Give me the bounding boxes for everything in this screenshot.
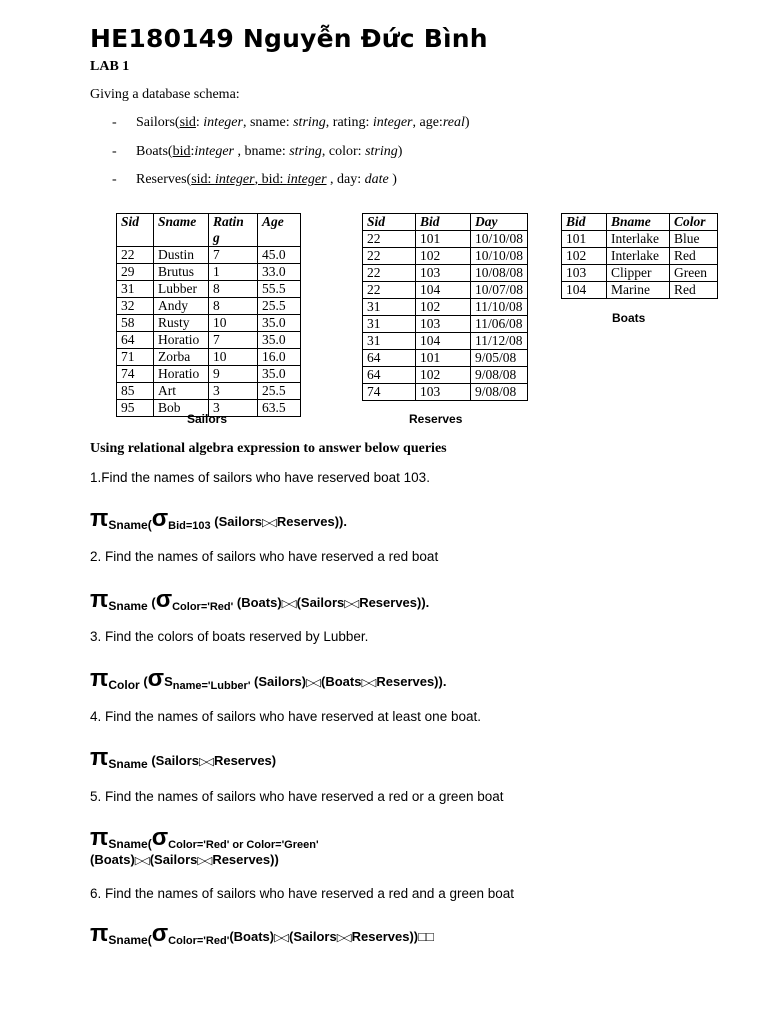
query-2-expression: πSname ($\sigma_{Color='Red'}$ (Boats)▷◁ (Sailors▷◁ Reserves)).	[90, 586, 430, 613]
column-header: Bid	[415, 214, 470, 231]
page-title: HE180149 Nguyễn Đức Bình	[90, 24, 488, 53]
table-cell: 10/07/08	[470, 282, 527, 299]
query-3-question: 3. Find the colors of boats reserved by Lubber.	[90, 629, 369, 644]
bullet-dash: -	[112, 172, 117, 187]
table-cell: 85	[117, 383, 154, 400]
table-cell: 16.0	[258, 349, 301, 366]
sigma-symbol: σ	[151, 824, 169, 851]
sigma-symbol: σ	[147, 665, 165, 692]
column-header: Sid	[363, 214, 416, 231]
table-row	[363, 367, 528, 384]
query-1-question: 1.Find the names of sailors who have reserved boat 103.	[90, 470, 430, 485]
table-row	[117, 349, 301, 366]
table-cell: 22	[363, 248, 416, 265]
sigma-symbol: σ	[151, 920, 169, 947]
table-cell: 22	[117, 247, 154, 264]
section-heading: Using relational algebra expression to answer below queries	[90, 441, 447, 456]
table-header-row	[562, 214, 718, 231]
table-cell: Brutus	[154, 264, 209, 281]
table-row	[562, 231, 718, 248]
table-cell: 102	[415, 248, 470, 265]
join-symbol: ▷◁	[134, 855, 148, 867]
table-cell: 3	[209, 383, 258, 400]
table-cell: 33.0	[258, 264, 301, 281]
table-row	[363, 350, 528, 367]
table-cell: Rusty	[154, 315, 209, 332]
column-header: Bname	[607, 214, 670, 231]
table-row	[117, 332, 301, 349]
table-cell: 31	[117, 281, 154, 298]
schema-boats: - Boats(bid:integer , bname: string, color: string)	[112, 144, 403, 159]
table-row	[363, 333, 528, 350]
table-cell: 71	[117, 349, 154, 366]
table-row	[117, 298, 301, 315]
table-cell: 102	[562, 248, 607, 265]
table-cell: 10/10/08	[470, 248, 527, 265]
table-cell: Blue	[670, 231, 718, 248]
table-cell: 45.0	[258, 247, 301, 264]
query-5-expression: $\pi Sname(\sigma_{Color='Red' or Color='Green'}$	[90, 824, 319, 851]
query-6-expression: $\pi Sname(\sigma_{Color='Red'}(Boats)▷◁$ (Sailors▷◁ Reserves))□□	[90, 920, 434, 947]
table-cell: 7	[209, 247, 258, 264]
reserves-table	[362, 213, 528, 401]
table-cell: 31	[363, 316, 416, 333]
intro-text: Giving a database schema:	[90, 87, 240, 102]
boats-table	[561, 213, 718, 299]
join-symbol: ▷◁	[344, 598, 358, 610]
table-row	[117, 281, 301, 298]
table-cell: 9	[209, 366, 258, 383]
table-cell: Interlake	[607, 231, 670, 248]
table-cell: 9/08/08	[470, 384, 527, 401]
pi-symbol: π	[90, 665, 109, 692]
table-cell: 8	[209, 281, 258, 298]
join-symbol: ▷◁	[199, 756, 212, 768]
table-cell: Red	[670, 282, 718, 299]
table-row	[117, 247, 301, 264]
table-header-row	[117, 214, 301, 247]
table-cell: 31	[363, 299, 416, 316]
table-row	[562, 282, 718, 299]
query-5-question: 5. Find the names of sailors who have reserved a red or a green boat	[90, 789, 504, 804]
table-cell: 35.0	[258, 315, 301, 332]
table-row	[363, 282, 528, 299]
table-cell: Clipper	[607, 265, 670, 282]
table-cell: 10/10/08	[470, 231, 527, 248]
table-cell: 95	[117, 400, 154, 417]
table-cell: 8	[209, 298, 258, 315]
table-cell: 10/08/08	[470, 265, 527, 282]
table-cell: Lubber	[154, 281, 209, 298]
table-header-row	[363, 214, 528, 231]
table-cell: 22	[363, 231, 416, 248]
boats-caption: Boats	[612, 311, 646, 325]
table-cell: 55.5	[258, 281, 301, 298]
table-cell: Zorba	[154, 349, 209, 366]
table-cell: 1	[209, 264, 258, 281]
table-cell: 25.5	[258, 298, 301, 315]
table-cell: 22	[363, 282, 416, 299]
table-cell: 22	[363, 265, 416, 282]
pi-symbol: π	[90, 824, 109, 851]
sailors-table	[116, 213, 301, 417]
table-cell: 10	[209, 349, 258, 366]
table-cell: Red	[670, 248, 718, 265]
schema-reserves: - Reserves(sid: integer, bid: integer , day: date )	[112, 172, 397, 187]
query-1-expression: $\pi Sname(\sigma_{Bid=103}$ (Sailors▷◁ Reserves)).	[90, 505, 347, 532]
table-cell: 7	[209, 332, 258, 349]
table-cell: 10	[209, 315, 258, 332]
table-cell: 11/06/08	[470, 316, 527, 333]
table-row	[117, 383, 301, 400]
table-cell: 74	[363, 384, 416, 401]
query-4-expression: πSname (Sailors▷◁ Reserves)	[90, 744, 277, 771]
column-header: Day	[470, 214, 527, 231]
column-header: Color	[670, 214, 718, 231]
table-row	[363, 384, 528, 401]
query-6-question: 6. Find the names of sailors who have reserved a red and a green boat	[90, 886, 515, 901]
reserves-caption: Reserves	[409, 412, 463, 426]
table-row	[562, 248, 718, 265]
table-cell: 58	[117, 315, 154, 332]
table-cell: 104	[562, 282, 607, 299]
join-symbol: ▷◁	[197, 855, 211, 867]
pi-symbol: π	[90, 586, 109, 613]
table-cell: 103	[562, 265, 607, 282]
query-3-expression: πColor ($\sigma S_{name='Lubber'}$ (Sailors)▷◁ (Boats▷◁ Reserves)).	[90, 665, 447, 692]
table-cell: 35.0	[258, 366, 301, 383]
schema-sailors: - Sailors(sid: integer, sname: string, rating: integer, age:real)	[112, 115, 470, 130]
pi-symbol: π	[90, 744, 109, 771]
join-symbol: ▷◁	[306, 677, 319, 689]
table-cell: Dustin	[154, 247, 209, 264]
table-row	[363, 316, 528, 333]
join-symbol: ▷◁	[261, 517, 275, 529]
table-cell: 102	[415, 367, 470, 384]
join-symbol: ▷◁	[274, 932, 288, 944]
table-cell: Horatio	[154, 366, 209, 383]
table-row	[562, 265, 718, 282]
pi-symbol: π	[90, 920, 109, 947]
table-cell: 9/05/08	[470, 350, 527, 367]
bullet-dash: -	[112, 144, 117, 159]
table-cell: 9/08/08	[470, 367, 527, 384]
join-symbol: ▷◁	[281, 598, 295, 610]
table-cell: 29	[117, 264, 154, 281]
table-cell: 103	[415, 265, 470, 282]
sigma-symbol: σ	[151, 505, 169, 532]
query-5-expression-cont: (Boats)▷◁ (Sailors▷◁ Reserves))	[90, 852, 279, 867]
table-cell: 102	[415, 299, 470, 316]
table-cell: Art	[154, 383, 209, 400]
table-row	[363, 231, 528, 248]
table-cell: Green	[670, 265, 718, 282]
table-cell: Bob	[154, 400, 209, 417]
table-cell: 11/12/08	[470, 333, 527, 350]
table-cell: 74	[117, 366, 154, 383]
table-cell: 104	[415, 333, 470, 350]
table-cell: 101	[415, 231, 470, 248]
table-cell: Horatio	[154, 332, 209, 349]
table-cell: 64	[363, 350, 416, 367]
table-cell: 35.0	[258, 332, 301, 349]
table-row	[363, 299, 528, 316]
column-header: Ratin g	[209, 214, 258, 247]
table-cell: 101	[415, 350, 470, 367]
table-cell: 25.5	[258, 383, 301, 400]
table-cell: 64	[363, 367, 416, 384]
column-header: Sid	[117, 214, 154, 247]
table-cell: 3	[209, 400, 258, 417]
table-cell: 63.5	[258, 400, 301, 417]
table-row	[363, 265, 528, 282]
table-cell: 31	[363, 333, 416, 350]
query-2-question: 2. Find the names of sailors who have reserved a red boat	[90, 549, 439, 564]
table-cell: Andy	[154, 298, 209, 315]
column-header: Bid	[562, 214, 607, 231]
join-symbol: ▷◁	[361, 677, 375, 689]
table-cell: 32	[117, 298, 154, 315]
query-4-question: 4. Find the names of sailors who have reserved at least one boat.	[90, 709, 481, 724]
table-cell: 64	[117, 332, 154, 349]
column-header: Sname	[154, 214, 209, 247]
sailors-caption: Sailors	[187, 412, 228, 426]
pi-symbol: π	[90, 505, 109, 532]
bullet-dash: -	[112, 115, 117, 130]
table-cell: 103	[415, 316, 470, 333]
table-cell: Marine	[607, 282, 670, 299]
table-row	[117, 264, 301, 281]
sigma-symbol: σ	[155, 586, 173, 613]
lab-label: LAB 1	[90, 59, 130, 74]
table-cell: 101	[562, 231, 607, 248]
table-row	[117, 315, 301, 332]
column-header: Age	[258, 214, 301, 247]
table-row	[363, 248, 528, 265]
table-row	[117, 366, 301, 383]
table-cell: 103	[415, 384, 470, 401]
table-cell: 104	[415, 282, 470, 299]
join-symbol: ▷◁	[336, 932, 350, 944]
table-cell: 11/10/08	[470, 299, 527, 316]
table-cell: Interlake	[607, 248, 670, 265]
